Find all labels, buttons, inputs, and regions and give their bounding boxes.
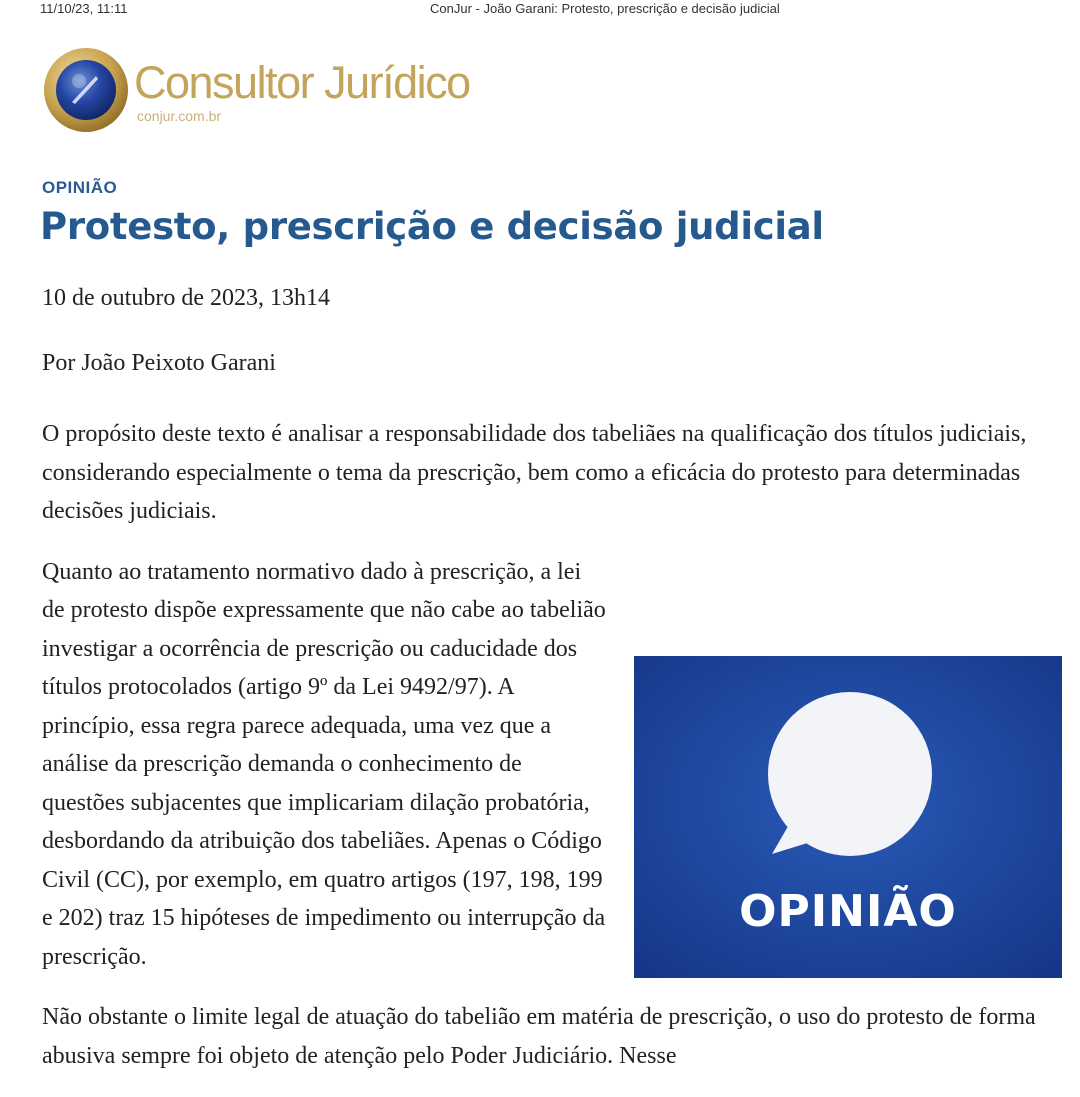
brand-name: Consultor Jurídico xyxy=(134,57,470,108)
article-body xyxy=(42,415,1052,1097)
brand-domain: conjur.com.br xyxy=(137,108,222,124)
speech-bubble-icon xyxy=(768,692,932,856)
print-header xyxy=(0,0,1080,20)
opinion-banner-image xyxy=(634,656,1062,978)
print-page-title: ConJur - João Garani: Protesto, prescrição e decisão judicial xyxy=(430,1,780,16)
print-datetime: 11/10/23, 11:11 xyxy=(40,1,128,16)
article-title: Protesto, prescrição e decisão judicial xyxy=(40,205,824,248)
opinion-banner-graphic xyxy=(634,656,1062,978)
article-section-label[interactable]: OPINIÃO xyxy=(42,178,118,197)
site-logo[interactable] xyxy=(42,46,502,136)
article-paragraph-2: Quanto ao tratamento normativo dado à prescrição, a lei de protesto dispõe expressamente que não cabe ao tabelião investigar a ocorrência de prescrição ou caducidade dos títulos protocolados (artigo 9º da Lei 9492/97). A princípio, essa regra parece adequada, uma vez que a análise da prescrição demanda o conhecimento de questões subjacentes que implicariam dilação probatória, desbordando da atribuição dos tabeliães. Apenas o Código Civil (CC), por exemplo, em quatro artigos (197, 198, 199 e 202) traz 15 hipóteses de impedimento ou interrupção da prescrição. xyxy=(42,558,606,970)
opinion-banner-label: OPINIÃO xyxy=(739,885,957,937)
article-paragraph-1: O propósito deste texto é analisar a responsabilidade dos tabeliães na qualificação dos títulos judiciais, considerando especialmente o tema da prescrição, bem como a eficácia do protesto para determinadas decisões judiciais. xyxy=(42,421,1027,524)
article-byline: Por João Peixoto Garani xyxy=(42,350,276,376)
article-date: 10 de outubro de 2023, 13h14 xyxy=(42,285,330,311)
conjur-globe-emblem-icon xyxy=(42,46,130,134)
article-paragraph-3: Não obstante o limite legal de atuação do tabelião em matéria de prescrição, o uso do protesto de forma abusiva sempre foi objeto de atenção pelo Poder Judiciário. Nesse xyxy=(42,1004,1036,1069)
